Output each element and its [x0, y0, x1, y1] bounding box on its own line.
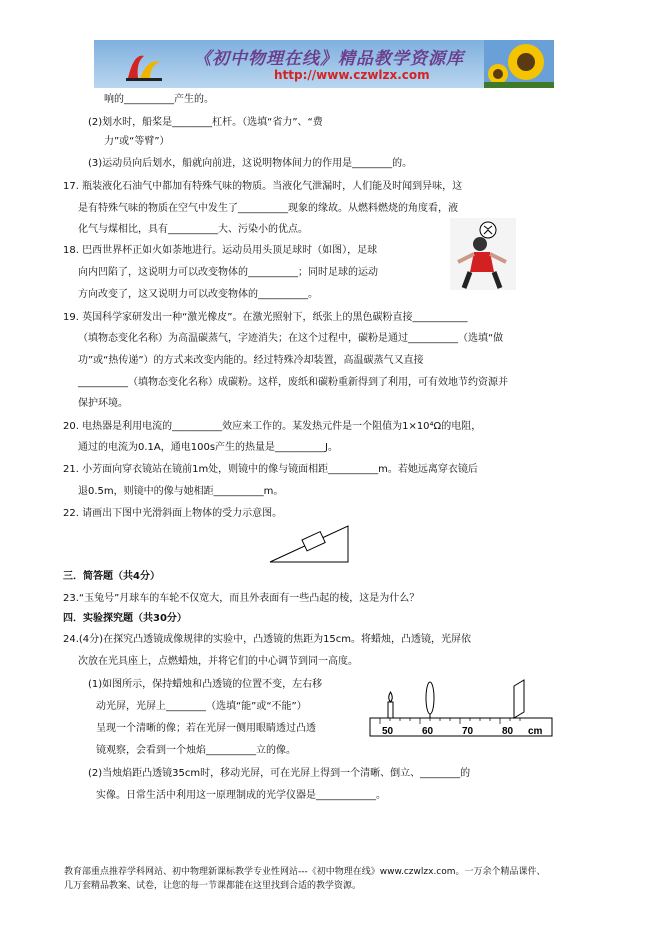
lens-icon: [426, 682, 434, 718]
text-line: 向内凹陷了，这说明力可以改变物体的__________；同时足球的运动: [78, 267, 378, 278]
text-line: 退0.5m，则镜中的像与她相距__________m。: [78, 486, 284, 497]
text-line: 力”或“等臂”）: [104, 136, 170, 147]
banner-url: http://www.czwlzx.com: [274, 68, 430, 82]
text-line: (3)运动员向后划水，船就向前进，这说明物体间力的作用是________的。: [88, 158, 413, 169]
text-line: 动光屏，光屏上________（选填“能”或“不能”）: [96, 701, 307, 712]
bench-tick-label: 60: [422, 726, 434, 737]
screen-icon: [514, 680, 524, 718]
section-heading: 四．实验探究题（共30分）: [63, 613, 187, 624]
text-line: 21. 小芳面向穿衣镜站在镜前1m处，则镜中的像与镜面相距__________m。若她远离穿衣镜后: [63, 464, 478, 475]
text-line: 20. 电热器是利用电流的__________效应来工作的。某发热元件是一个阻值为1×10⁴Ω的电阻，: [63, 421, 482, 432]
text-line: 方向改变了，这又说明力可以改变物体的__________。: [78, 289, 318, 300]
text-line: 化气与煤相比，具有__________大、污染小的优点。: [78, 224, 308, 235]
section-heading: 三．简答题（共4分）: [63, 571, 160, 582]
bench-tick-label: cm: [528, 726, 543, 737]
text-line: 功”或“热传递”）的方式来改变内能的。经过特殊冷却装置，高温碳蒸气又直接: [78, 355, 424, 366]
banner-title: 《初中物理在线》精品教学资源库: [194, 49, 464, 69]
text-line: (1)如图所示，保持蜡烛和凸透镜的位置不变，左右移: [88, 679, 323, 690]
text-line: 是有特殊气味的物质在空气中发生了__________现象的缘故。从燃料燃烧的角度看，液: [78, 203, 458, 214]
text-line: （填物态变化名称）为高温碳蒸气，字迹消失；在这个过程中，碳粉是通过__________（选填“做: [78, 333, 504, 344]
footer-line: 几万套精品教案、试卷，让您的每一节课都能在这里找到合适的教学资源。: [64, 881, 362, 891]
text-line: 17. 瓶装液化石油气中都加有特殊气味的物质。当液化气泄漏时，人们能及时闻到异味，这: [63, 181, 463, 192]
candle-icon: [388, 692, 393, 718]
text-line: 实像。日常生活中利用这一原理制成的光学仪器是____________。: [96, 790, 386, 801]
footer-line: 教育部重点推荐学科网站、初中物理新课标教学专业性网站---《初中物理在线》www.czwlzx.com。一万余个精品课件、: [64, 867, 546, 877]
bench-tick-label: 50: [382, 726, 394, 737]
optical-bench-figure: [368, 676, 558, 740]
text-line: 18. 巴西世界杯正如火如荼地进行。运动员用头顶足球时（如图），足球: [63, 245, 378, 256]
text-line: 通过的电流为0.1A，通电100s产生的热量是__________J。: [78, 442, 338, 453]
header-ball-figure: [450, 218, 516, 290]
text-line: 次放在光具座上，点燃蜡烛，并将它们的中心调节到同一高度。: [78, 656, 358, 667]
text-line: 镜观察，会看到一个烛焰__________立的像。: [96, 745, 296, 756]
site-logo-icon: [124, 48, 164, 82]
text-line: (2)当烛焰距凸透镜35cm时，移动光屏，可在光屏上得到一个清晰、倒立、________的: [88, 768, 471, 779]
text-line: 19. 英国科学家研发出一种“激光橡皮”。在激光照射下，纸张上的黑色碳粉直接___________: [63, 312, 468, 323]
text-line: 响的__________产生的。: [104, 94, 214, 105]
text-line: (2)划水时，船桨是________杠杆。（选填“省力”、“费: [88, 117, 323, 128]
incline-figure: [268, 522, 352, 566]
text-line: 23.“玉兔号”月球车的车轮不仅宽大，而且外表面有一些凸起的棱，这是为什么？: [63, 593, 420, 604]
bench-tick-label: 70: [462, 726, 474, 737]
text-line: 22. 请画出下图中光滑斜面上物体的受力示意图。: [63, 508, 283, 519]
bench-tick-label: 80: [502, 726, 514, 737]
sunflower-icon: [484, 40, 554, 88]
text-line: 呈现一个清晰的像；若在光屏一侧用眼睛透过凸透: [96, 723, 316, 734]
header-banner: [94, 40, 554, 88]
text-line: 保护环境。: [78, 398, 128, 409]
text-line: __________（填物态变化名称）成碳粉。这样，废纸和碳粉重新得到了利用，可有效地节约资源并: [78, 377, 508, 388]
text-line: 24.(4分)在探究凸透镜成像规律的实验中，凸透镜的焦距为15cm。将蜡烛，凸透镜，光屏依: [63, 634, 472, 645]
